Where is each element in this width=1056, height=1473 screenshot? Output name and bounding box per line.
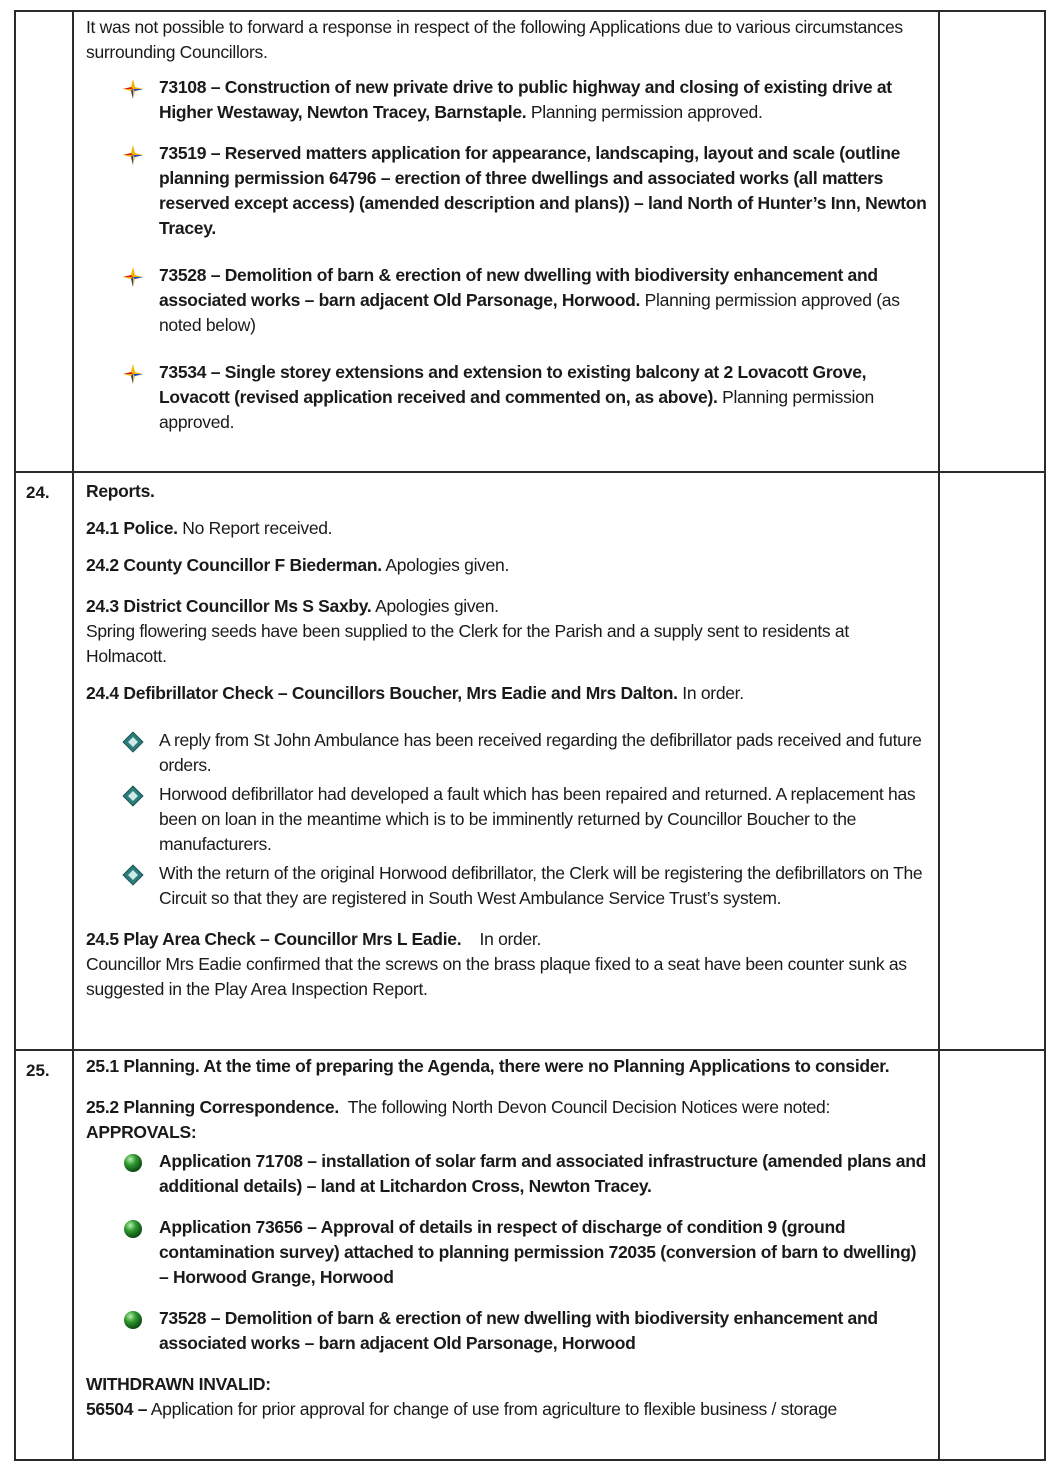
- approval-text: Application 73656 – Approval of details in respect of discharge of condition 9 (ground contamination survey) attached to planning permission 72035 (conversion of barn to dwelling) – Horwood Grange, Horwood: [159, 1217, 917, 1287]
- list-item-text: With the return of the original Horwood defibrillator, the Clerk will be registering the defibrillators on The Circuit so that they are registered in South West Ambulance Service Trust’s system.: [159, 863, 923, 908]
- report-title: 24.1 Police.: [86, 518, 178, 538]
- compass-star-icon: [122, 144, 144, 166]
- list-item: [86, 861, 928, 911]
- list-item: [86, 263, 928, 338]
- list-item: [86, 141, 928, 241]
- list-item: [86, 1149, 928, 1199]
- compass-star-icon: [122, 363, 144, 385]
- report-text: Councillor Mrs Eadie confirmed that the screws on the brass plaque fixed to a seat have been counter sunk as suggested in the Play Area Inspection Report.: [86, 954, 907, 999]
- report-title: 24.2 County Councillor F Biederman.: [86, 555, 382, 575]
- item-content-cell: [73, 472, 939, 1050]
- minutes-table: [14, 10, 1046, 1461]
- action-cell: [939, 1050, 1045, 1460]
- list-item: [86, 782, 928, 857]
- list-item-text: A reply from St John Ambulance has been received regarding the defibrillator pads received and future orders.: [159, 730, 922, 775]
- application-title: 73528 – Demolition of barn & erection of new dwelling with biodiversity enhancement and associated works – barn adjacent Old Parsonage, Horwood.: [159, 265, 878, 310]
- report-police: [86, 516, 928, 541]
- item-content-cell: [73, 11, 939, 472]
- report-status: Apologies given.: [381, 555, 510, 575]
- minutes-row-reports: [15, 472, 1045, 1050]
- defibrillator-list: [86, 728, 928, 911]
- approval-text: 73528 – Demolition of barn & erection of new dwelling with biodiversity enhancement and associated works – barn adjacent Old Parsonage, Horwood: [159, 1308, 878, 1353]
- report-district-councillor: [86, 594, 928, 619]
- application-title: 73534 – Single storey extensions and extension to existing balcony at 2 Lovacott Grove, Lovacott (revised application received and commented on, as above).: [159, 362, 867, 407]
- application-title: 73108 – Construction of new private drive to public highway and closing of existing drive at Higher Westaway, Newton Tracey, Barnstaple.: [159, 77, 892, 122]
- withdrawn-label: WITHDRAWN INVALID:: [86, 1374, 271, 1394]
- application-list: [86, 75, 928, 435]
- report-text: The following North Devon Council Decision Notices were noted:: [338, 1097, 831, 1117]
- withdrawn-text: Application for prior approval for change of use from agriculture to flexible business / storage: [147, 1399, 837, 1419]
- planning-correspondence: [86, 1095, 928, 1120]
- report-county-councillor: [86, 553, 928, 578]
- list-item: [86, 75, 928, 125]
- diamond-icon: [122, 731, 144, 753]
- approvals-label: APPROVALS:: [86, 1122, 197, 1142]
- report-status: In order.: [677, 683, 744, 703]
- green-ball-icon: [122, 1218, 144, 1240]
- withdrawn-number: 56504 –: [86, 1399, 148, 1419]
- minutes-row-continuation: [15, 11, 1045, 472]
- list-item: [86, 360, 928, 435]
- item-number-cell: [15, 11, 73, 472]
- report-play-area: [86, 927, 928, 952]
- report-title: 24.3 District Councillor Ms S Saxby.: [86, 596, 372, 616]
- intro-text: It was not possible to forward a response in respect of the following Applications due to various circumstances surrounding Councillors.: [86, 17, 903, 62]
- approvals-list: [86, 1149, 928, 1356]
- compass-star-icon: [122, 78, 144, 100]
- minutes-row-planning: [15, 1050, 1045, 1460]
- item-number: 25.: [15, 1050, 73, 1460]
- withdrawn-item: [86, 1397, 928, 1422]
- report-defibrillator: [86, 681, 928, 706]
- application-status: Planning permission approved.: [159, 387, 874, 432]
- item-content-cell: [73, 1050, 939, 1460]
- approval-text: Application 71708 – installation of solar farm and associated infrastructure (amended plans and additional details) – land at Litchardon Cross, Newton Tracey.: [159, 1151, 926, 1196]
- list-item: [86, 728, 928, 778]
- report-title: 24.5 Play Area Check – Councillor Mrs L Eadie.: [86, 929, 462, 949]
- diamond-icon: [122, 785, 144, 807]
- section-heading: Reports.: [86, 481, 155, 501]
- action-cell: [939, 11, 1045, 472]
- report-status: No Report received.: [177, 518, 333, 538]
- application-status: Planning permission approved (as noted below): [159, 290, 900, 335]
- item-number: 24.: [15, 472, 73, 1050]
- action-cell: [939, 472, 1045, 1050]
- report-status: In order.: [461, 929, 542, 949]
- green-ball-icon: [122, 1309, 144, 1331]
- compass-star-icon: [122, 266, 144, 288]
- application-title: 73519 – Reserved matters application for appearance, landscaping, layout and scale (outline planning permission 64796 – erection of three dwellings and associated works (all matters reserved except access) (amended description and plans)) – land North of Hunter’s Inn, Newton Tracey.: [159, 143, 927, 238]
- list-item-text: Horwood defibrillator had developed a fault which has been repaired and returned. A replacement has been on loan in the meantime which is to be imminently returned by Councillor Boucher to the manufacturers.: [159, 784, 916, 854]
- report-title: 24.4 Defibrillator Check – Councillors Boucher, Mrs Eadie and Mrs Dalton.: [86, 683, 678, 703]
- application-status: Planning permission approved.: [526, 102, 763, 122]
- planning-heading: 25.1 Planning. At the time of preparing the Agenda, there were no Planning Applications to consider.: [86, 1056, 890, 1076]
- report-status: Apologies given.: [371, 596, 499, 616]
- green-ball-icon: [122, 1152, 144, 1174]
- diamond-icon: [122, 864, 144, 886]
- report-text: Spring flowering seeds have been supplied to the Clerk for the Parish and a supply sent to residents at Holmacott.: [86, 621, 849, 666]
- list-item: [86, 1215, 928, 1290]
- report-title: 25.2 Planning Correspondence.: [86, 1097, 339, 1117]
- list-item: [86, 1306, 928, 1356]
